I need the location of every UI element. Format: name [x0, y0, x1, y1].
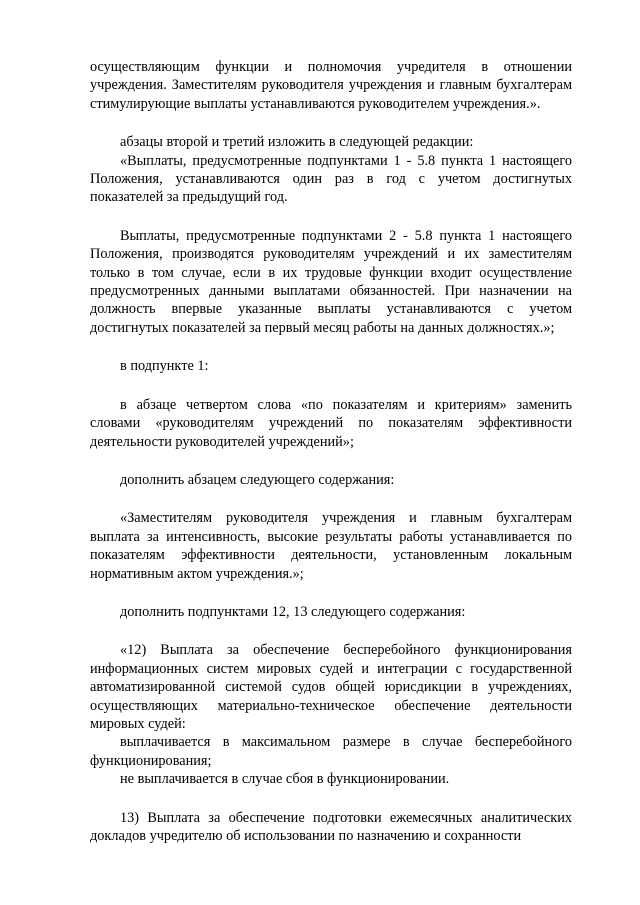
- paragraph-item-12-fail: не выплачивается в случае сбоя в функционировании.: [120, 771, 450, 788]
- paragraph-dopolnit-podpunktami: дополнить подпунктами 12, 13 следующего содержания:: [120, 603, 466, 620]
- paragraph-abzac-chetvertyy: в абзаце четвертом слова «по показателям и критериям» заменить словами «руководителям учреждений по показателям эффективности деятельности руководителей учреждений»;: [90, 396, 572, 450]
- paragraph-continuation: осуществляющим функции и полномочия учредителя в отношении учреждения. Заместителям руководителя учреждения и главным бухгалтерам стимулирующие выплаты устанавливаются руководителем учреждения.».: [90, 59, 572, 112]
- paragraph-instruction-abzacy: абзацы второй и третий изложить в следующей редакции:: [120, 134, 474, 151]
- paragraph-podpunkt-1: в подпункте 1:: [120, 358, 209, 375]
- paragraph-item-12: «12) Выплата за обеспечение бесперебойного функционирования информационных систем мировых судей и интеграции с государственной автоматизированной системой судов общей юрисдикции в учреждениях, осуществляющих материально-техническое обеспечение деятельности мировых судей:: [90, 642, 572, 732]
- paragraph-quote-vyplaty-2: Выплаты, предусмотренные подпунктами 2 - 5.8 пункта 1 настоящего Положения, производятся руководителям учреждений и их заместителям только в том случае, если в их трудовые функции входит осуществление предусмотренных данными выплатами обязанностей. При назначении на должность впервые указанные выплаты устанавливаются с учетом достигнутых показателей за первый месяц работы на данных должностях.»;: [90, 227, 572, 336]
- paragraph-item-13: 13) Выплата за обеспечение подготовки ежемесячных аналитических докладов учредителю об использовании по назначению и сохранности: [90, 809, 572, 844]
- paragraph-quote-vyplaty-1: «Выплаты, предусмотренные подпунктами 1 - 5.8 пункта 1 настоящего Положения, устанавливаются один раз в год с учетом достигнутых показателей за предыдущий год.: [90, 152, 572, 206]
- paragraph-dopolnit-abzacem: дополнить абзацем следующего содержания:: [120, 471, 395, 488]
- paragraph-item-12-full: выплачивается в максимальном размере в случае бесперебойного функционирования;: [90, 734, 572, 769]
- document-body: [90, 58, 572, 845]
- paragraph-quote-zamestitelyam: «Заместителям руководителя учреждения и главным бухгалтерам выплата за интенсивность, высокие результаты работы устанавливается по показателям эффективности деятельности, установленным локальным нормативным актом учреждения.»;: [90, 510, 572, 582]
